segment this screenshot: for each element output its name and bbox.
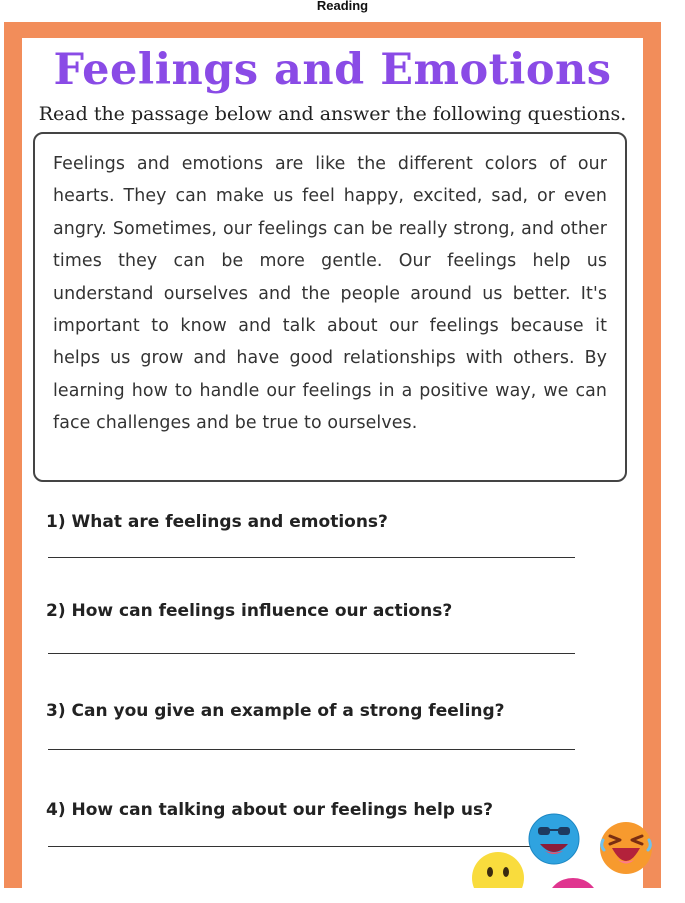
- question-4: 4) How can talking about our feelings help us?: [46, 800, 493, 820]
- answer-line-3[interactable]: [48, 749, 575, 750]
- laughing-emoji-icon: [598, 820, 654, 876]
- answer-line-1[interactable]: [48, 557, 575, 558]
- question-2: 2) How can feelings influence our actions?: [46, 601, 453, 621]
- answer-line-4[interactable]: [48, 846, 538, 847]
- question-1: 1) What are feelings and emotions?: [46, 512, 388, 532]
- worksheet-title: Feelings and Emotions: [53, 45, 612, 95]
- question-3: 3) Can you give an example of a strong feeling?: [46, 701, 505, 721]
- worksheet-sheet: [22, 38, 643, 890]
- reading-passage-box: [33, 132, 627, 482]
- reading-passage: Feelings and emotions are like the different colors of our hearts. They can make us feel happy, excited, sad, or even angry. Sometimes, our feelings can be really strong, and other times they can be more gentle. Our feelings help us understand ourselves and the people around us better. It's important to know and talk about our feelings because it helps us grow and have good relationships with others. By learning how to handle our feelings in a positive way, we can face challenges and be true to ourselves.: [53, 154, 607, 434]
- smiley-emoji-icon: [470, 850, 526, 888]
- instructions-text: Read the passage below and answer the following questions.: [38, 103, 627, 125]
- cool-emoji-icon: [527, 812, 581, 866]
- pink-emoji-icon: [548, 878, 598, 888]
- page-header: Reading: [316, 0, 369, 13]
- answer-line-2[interactable]: [48, 653, 575, 654]
